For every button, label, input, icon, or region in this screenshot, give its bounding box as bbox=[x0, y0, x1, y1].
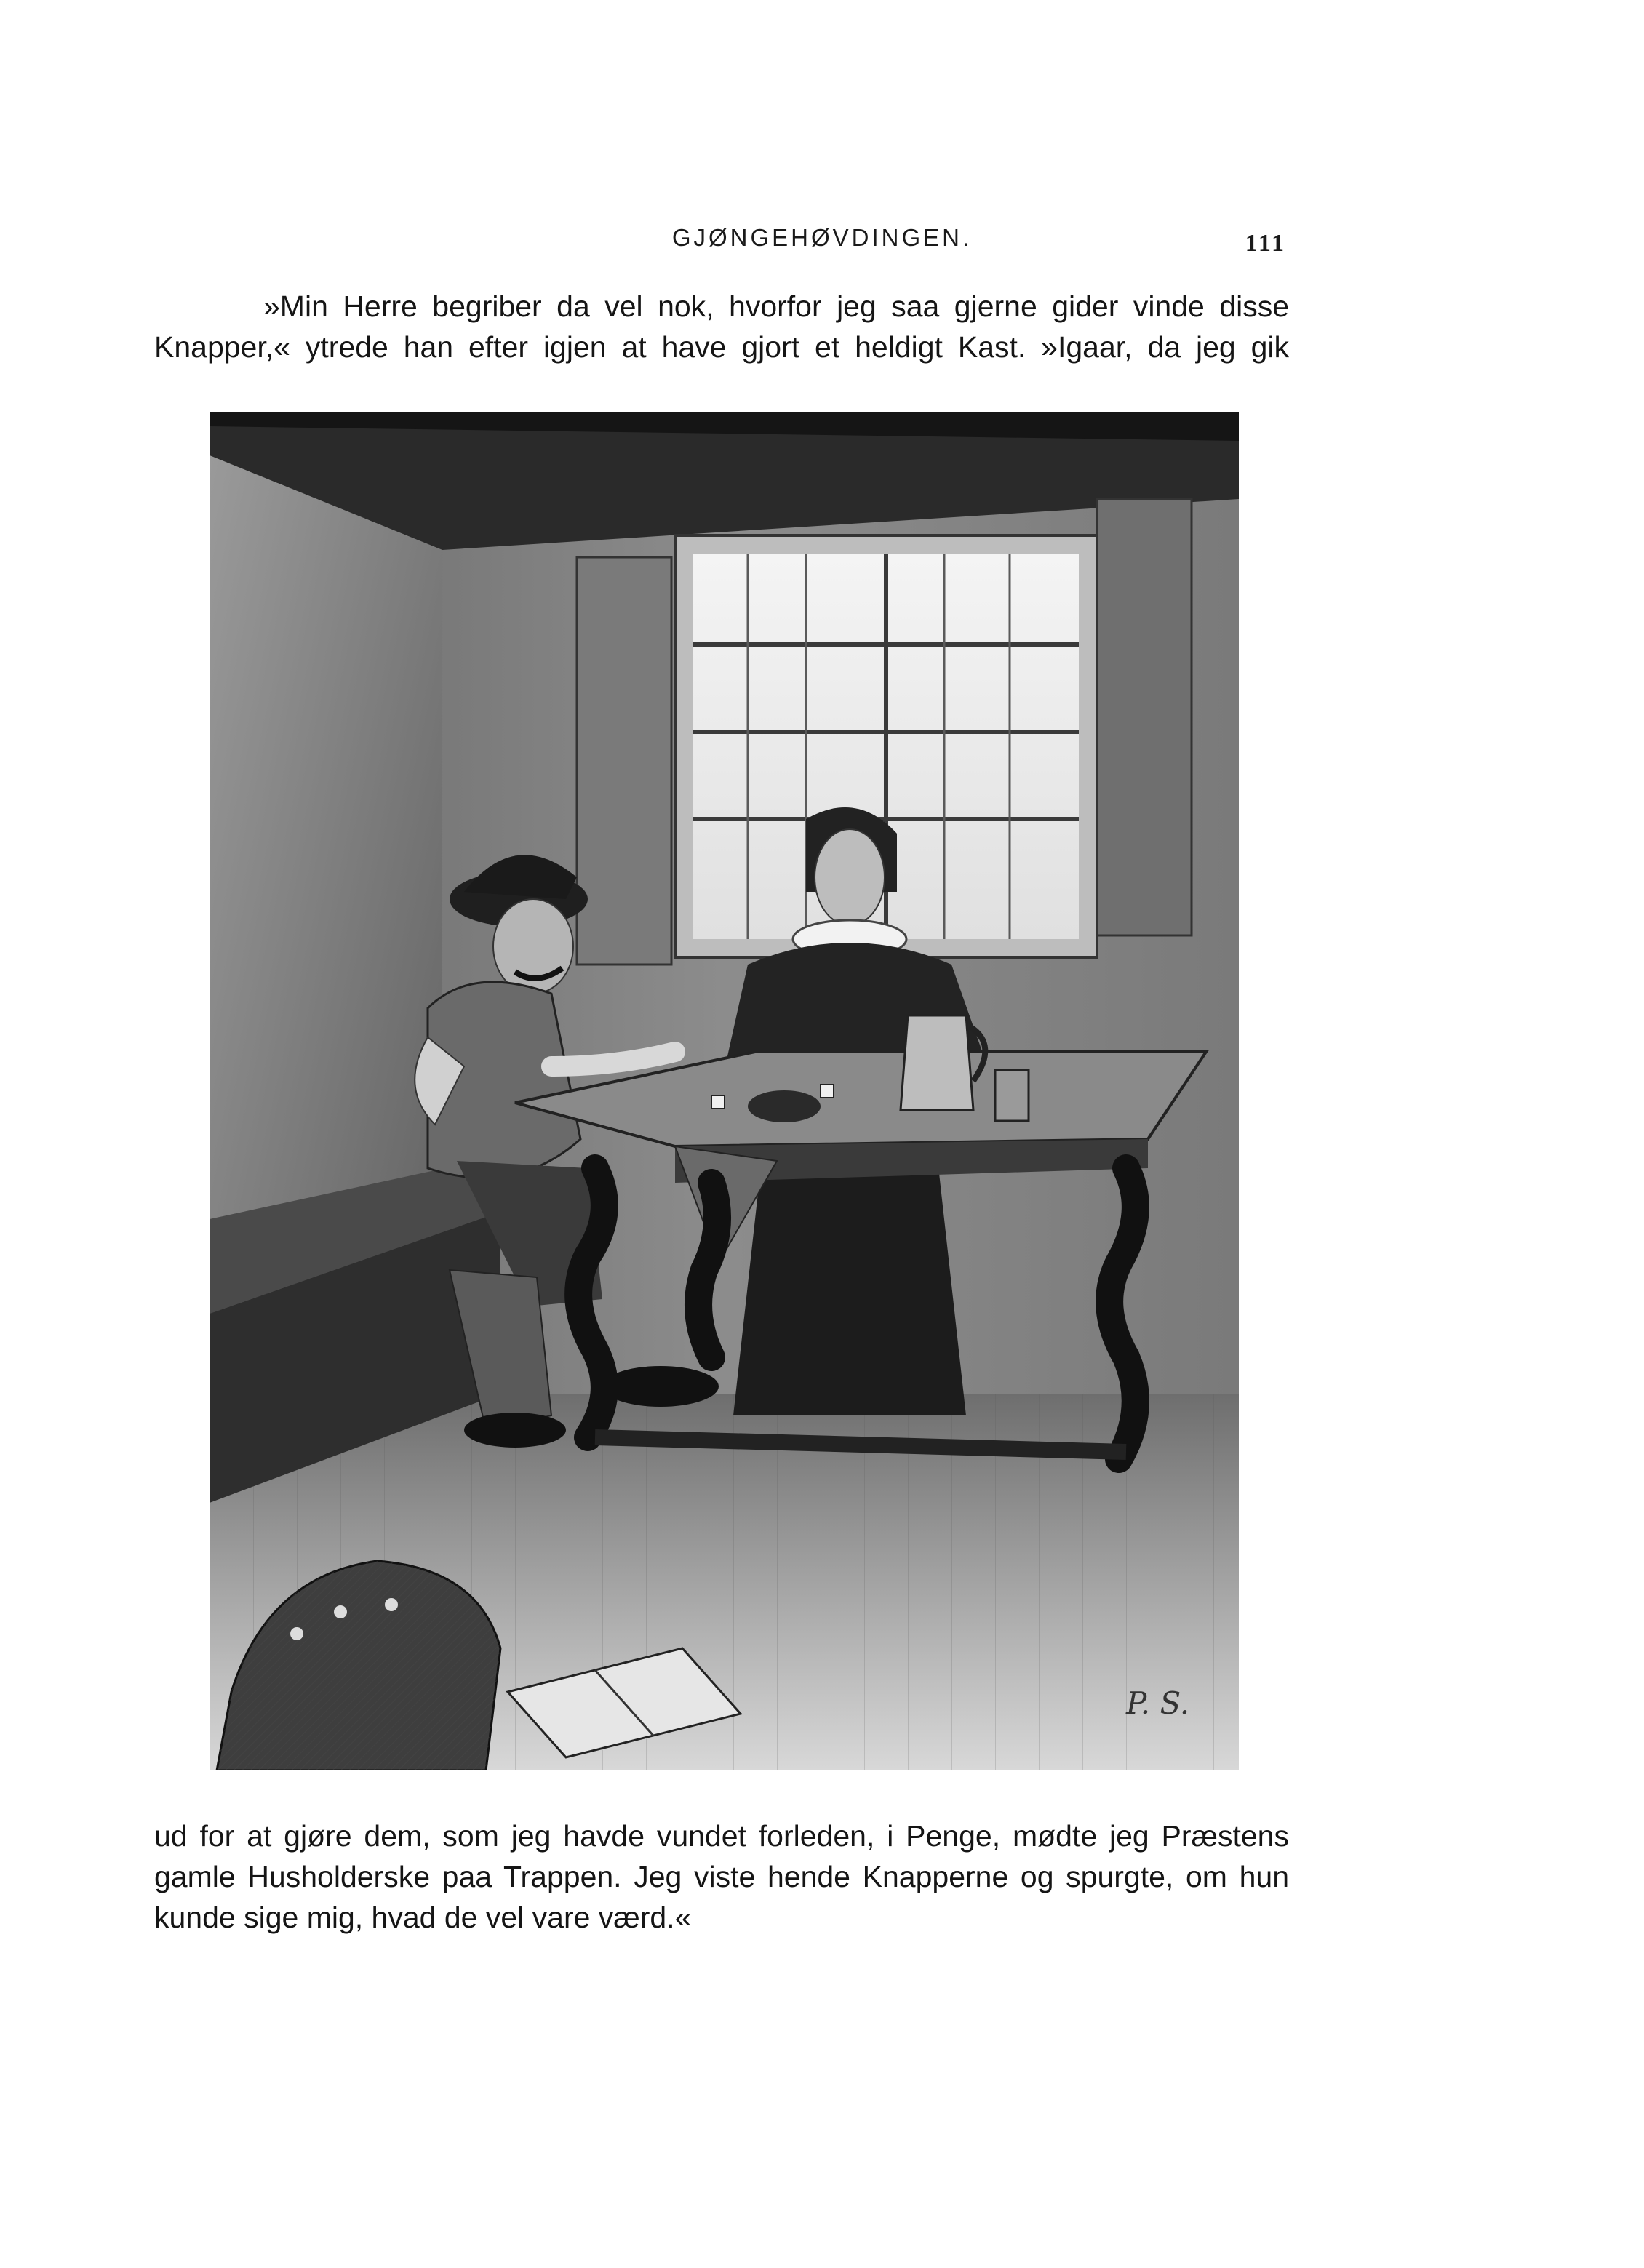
drinking-cup bbox=[995, 1070, 1029, 1121]
coat-button bbox=[385, 1598, 398, 1611]
top-paragraph bbox=[154, 286, 1289, 367]
interior-scene-drawing bbox=[210, 412, 1239, 1770]
paragraph-line: gamle Husholderske paa Trappen. Jeg viste hende Knapperne og spurgte, om hun bbox=[154, 1860, 1289, 1893]
pewter-jug bbox=[901, 1015, 973, 1110]
paragraph-line: kunde sige mig, hvad de vel vare værd.« bbox=[154, 1901, 692, 1934]
cavalier-other-boot bbox=[602, 1366, 719, 1407]
die-one bbox=[711, 1095, 725, 1109]
cavalier-boot bbox=[464, 1413, 566, 1448]
running-title: GJØNGEHØVDINGEN. bbox=[671, 224, 973, 251]
dice-cup bbox=[748, 1090, 821, 1122]
right-shutter bbox=[1097, 499, 1192, 935]
cleric-face bbox=[815, 829, 885, 925]
paragraph-line: ud for at gjøre dem, som jeg havde vundet forleden, i Penge, mødte jeg Præstens bbox=[154, 1819, 1289, 1853]
die-two bbox=[821, 1085, 834, 1098]
engraving-illustration bbox=[210, 412, 1239, 1770]
page-number: 111 bbox=[1245, 230, 1286, 257]
coat-button bbox=[334, 1605, 347, 1618]
bottom-paragraph bbox=[154, 1816, 1289, 1938]
left-shutter bbox=[577, 557, 671, 965]
artist-signature: P. S. bbox=[1126, 1685, 1190, 1721]
coat-button bbox=[290, 1627, 303, 1640]
running-header bbox=[0, 224, 1644, 260]
paragraph-line: Knapper,« ytrede han efter igjen at have gjort et heldigt Kast. »Igaar, da jeg gik bbox=[154, 330, 1289, 364]
cleric-lower-robe bbox=[733, 1154, 966, 1415]
paragraph-line: »Min Herre begriber da vel nok, hvorfor jeg saa gjerne gider vinde disse bbox=[263, 290, 1289, 323]
